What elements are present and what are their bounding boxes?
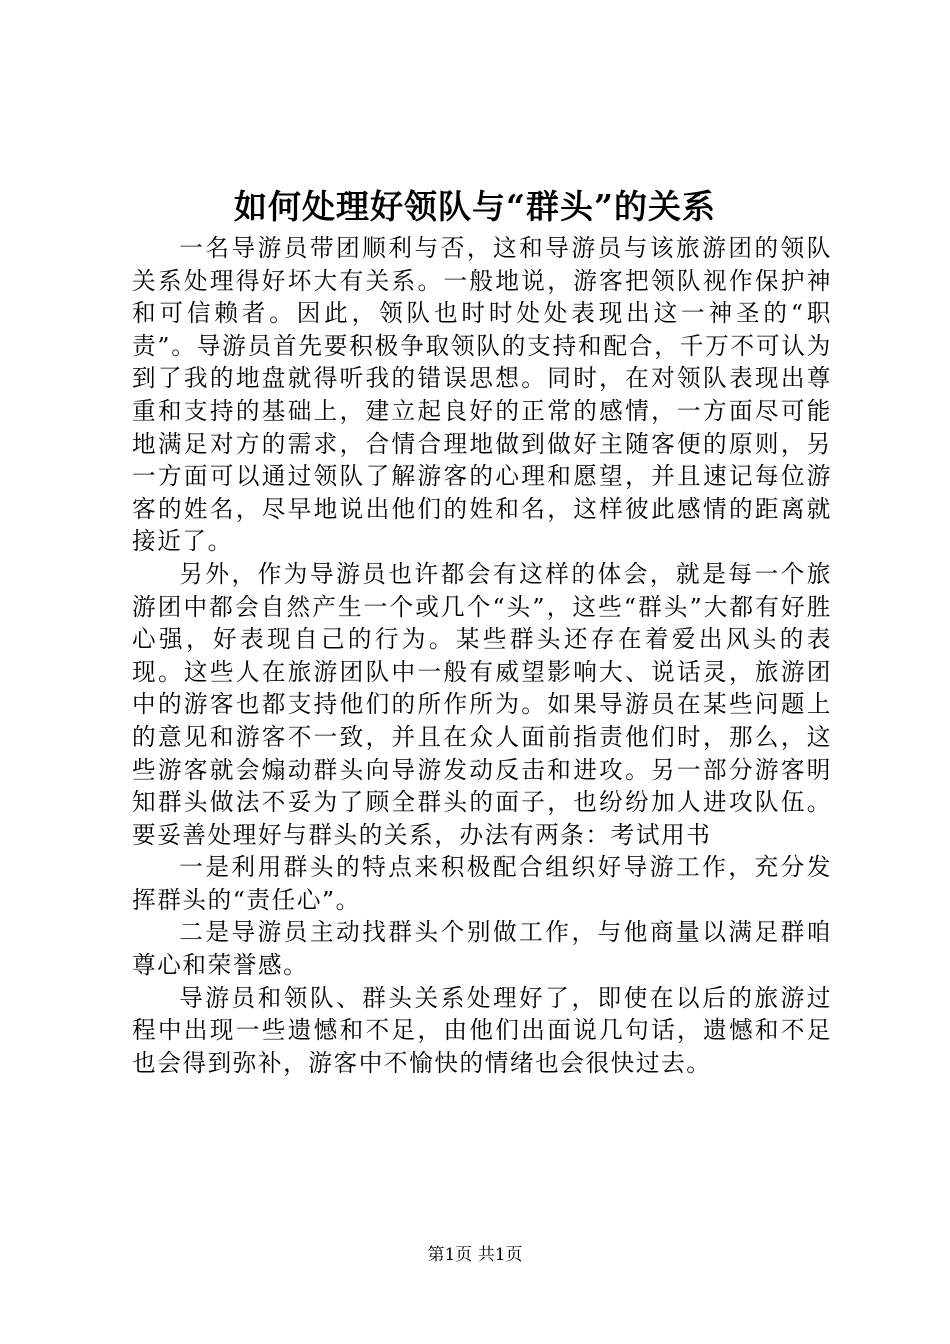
paragraph-4: 二是导游员主动找群头个别做工作，与他商量以满足群咱尊心和荣誉感。 [132, 918, 832, 980]
paragraph-2: 另外，作为导游员也许都会有这样的体会，就是每一个旅游团中都会自然产生一个或几个“头”，这些“群头”大都有好胜心强，好表现自己的行为。某些群头还存在着爱出风头的表现。这些人在旅游团队中一般有威望影响大、说话灵，旅游团中的游客也都支持他们的所作所为。如果导游员在某些问题上的意见和游客不一致，并且在众人面前指责他们时，那么，这些游客就会煽动群头向导游发动反击和进攻。另一部分游客明知群头做法不妥为了顾全群头的面子，也纷纷加人进攻队伍。要妥善处理好与群头的关系，办法有两条：考试用书 [132, 559, 832, 849]
page-footer: 第1页 共1页 [427, 1245, 523, 1265]
paragraph-5: 导游员和领队、群头关系处理好了，即使在以后的旅游过程中出现一些遗憾和不足，由他们出面说几句话，遗憾和不足也会得到弥补，游客中不愉快的情绪也会很快过去。 [132, 983, 832, 1077]
document-title: 如何处理好领队与“群头”的关系 [234, 187, 716, 226]
paragraph-1: 一名导游员带团顺利与否，这和导游员与该旅游团的领队关系处理得好坏大有关系。一般地说，游客把领队视作保护神和可信赖者。因此，领队也时时处处表现出这一神圣的“职责”。导游员首先要积极争取领队的支持和配合，千万不可认为到了我的地盘就得听我的错误思想。同时，在对领队表现出尊重和支持的基础上，建立起良好的正常的感情，一方面尽可能地满足对方的需求，合情合理地做到做好主随客便的原则，另一方面可以通过领队了解游客的心理和愿望，并且速记每位游客的姓名，尽早地说出他们的姓和名，这样彼此感情的距离就接近了。 [132, 234, 832, 556]
paragraph-3: 一是利用群头的特点来积极配合组织好导游工作，充分发挥群头的“责任心”。 [132, 853, 832, 914]
document-body [132, 232, 832, 1079]
